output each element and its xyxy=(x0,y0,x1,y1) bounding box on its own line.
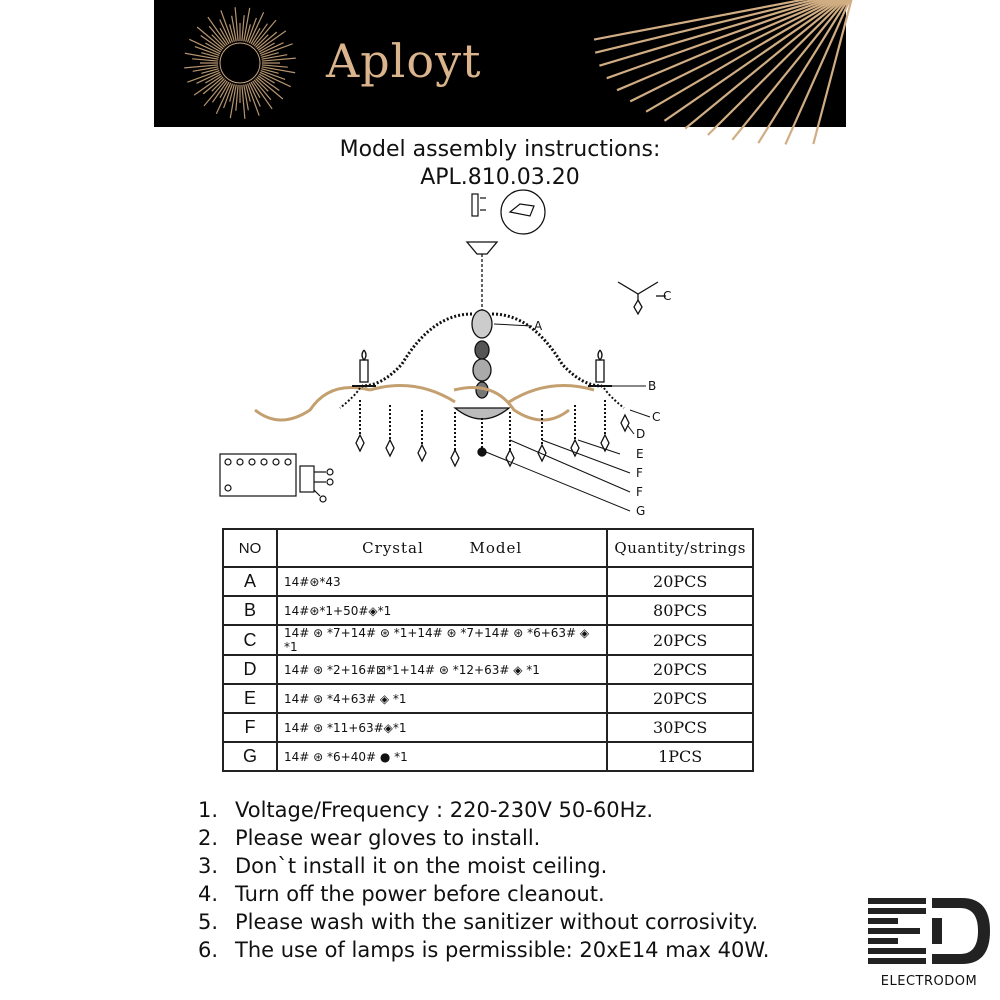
diagram-label-g: G xyxy=(636,504,646,518)
table-row xyxy=(223,684,753,713)
model-number: APL.810.03.20 xyxy=(420,165,580,190)
instructions-list xyxy=(198,796,769,964)
list-item-text: Please wear gloves to install. xyxy=(235,826,541,850)
list-item-number: 3. xyxy=(198,854,219,878)
header-banner xyxy=(154,0,846,127)
diagram-label-c: C xyxy=(652,410,661,424)
table-row xyxy=(223,742,753,771)
row-number: F xyxy=(223,713,277,742)
diagram-label-e: E xyxy=(636,447,644,461)
table-header-row xyxy=(223,529,753,567)
chandelier-diagram xyxy=(210,190,670,520)
row-number: E xyxy=(223,684,277,713)
crystal-model-cell: 14# ⊛ *6+40# ● *1 xyxy=(277,742,607,771)
list-item-text: Turn off the power before cleanout. xyxy=(235,882,605,906)
list-item-text: Please wash with the sanitizer without corrosivity. xyxy=(235,910,759,934)
diagram-label-a: A xyxy=(534,319,543,333)
crystal-model-cell: 14#⊛*43 xyxy=(277,567,607,596)
row-number: A xyxy=(223,567,277,596)
list-item xyxy=(198,908,769,936)
list-item-number: 6. xyxy=(198,938,219,962)
sunburst-icon xyxy=(154,0,846,127)
crystal-model-cell: 14# ⊛ *2+16#⊠*1+14# ⊛ *12+63# ◈ *1 xyxy=(277,655,607,684)
table-row xyxy=(223,655,753,684)
row-number: G xyxy=(223,742,277,771)
column-header-no: NO xyxy=(223,529,277,567)
table-row xyxy=(223,625,753,655)
wiring-diagram-icon xyxy=(220,454,333,502)
table-row xyxy=(223,713,753,742)
row-number: B xyxy=(223,596,277,625)
quantity-cell: 80PCS xyxy=(607,596,753,625)
crystal-model-cell: 14# ⊛ *4+63# ◈ *1 xyxy=(277,684,607,713)
list-item-number: 1. xyxy=(198,798,219,822)
table-row xyxy=(223,567,753,596)
list-item-number: 5. xyxy=(198,910,219,934)
diagram-label-d: D xyxy=(636,427,646,441)
list-item-text: Voltage/Frequency : 220-230V 50-60Hz. xyxy=(235,798,654,822)
quantity-cell: 1PCS xyxy=(607,742,753,771)
list-item-number: 2. xyxy=(198,826,219,850)
quantity-cell: 20PCS xyxy=(607,684,753,713)
list-item-text: The use of lamps is permissible: 20xE14 max 40W. xyxy=(235,938,770,962)
diagram-label-f-2: F xyxy=(636,485,643,499)
crystal-model-cell: 14# ⊛ *11+63#◈*1 xyxy=(277,713,607,742)
crystal-model-cell: 14#⊛*1+50#◈*1 xyxy=(277,596,607,625)
quantity-cell: 30PCS xyxy=(607,713,753,742)
list-item xyxy=(198,880,769,908)
row-number: D xyxy=(223,655,277,684)
quantity-cell: 20PCS xyxy=(607,655,753,684)
list-item xyxy=(198,936,769,964)
list-item xyxy=(198,852,769,880)
install-detail-icon xyxy=(472,190,545,234)
electrodom-logo-text: ELECTRODOM xyxy=(880,974,978,989)
diagram-label-b: B xyxy=(648,379,657,393)
list-item xyxy=(198,796,769,824)
crystal-parts-table xyxy=(222,528,754,772)
row-number: C xyxy=(223,625,277,655)
column-header-quantity: Quantity/strings xyxy=(607,529,753,567)
column-header-model: Crystal Model xyxy=(277,529,607,567)
diagram-label-c-top: C xyxy=(663,289,672,303)
list-item-number: 4. xyxy=(198,882,219,906)
list-item xyxy=(198,824,769,852)
crystal-model-cell: 14# ⊛ *7+14# ⊛ *1+14# ⊛ *7+14# ⊛ *6+63# ◈ *1 xyxy=(277,625,607,655)
brand-logo: Aployt xyxy=(326,34,482,88)
quantity-cell: 20PCS xyxy=(607,625,753,655)
diagram-label-f: F xyxy=(636,466,643,480)
table-row xyxy=(223,596,753,625)
page-title: Model assembly instructions: xyxy=(339,137,661,162)
list-item-text: Don`t install it on the moist ceiling. xyxy=(235,854,608,878)
quantity-cell: 20PCS xyxy=(607,567,753,596)
